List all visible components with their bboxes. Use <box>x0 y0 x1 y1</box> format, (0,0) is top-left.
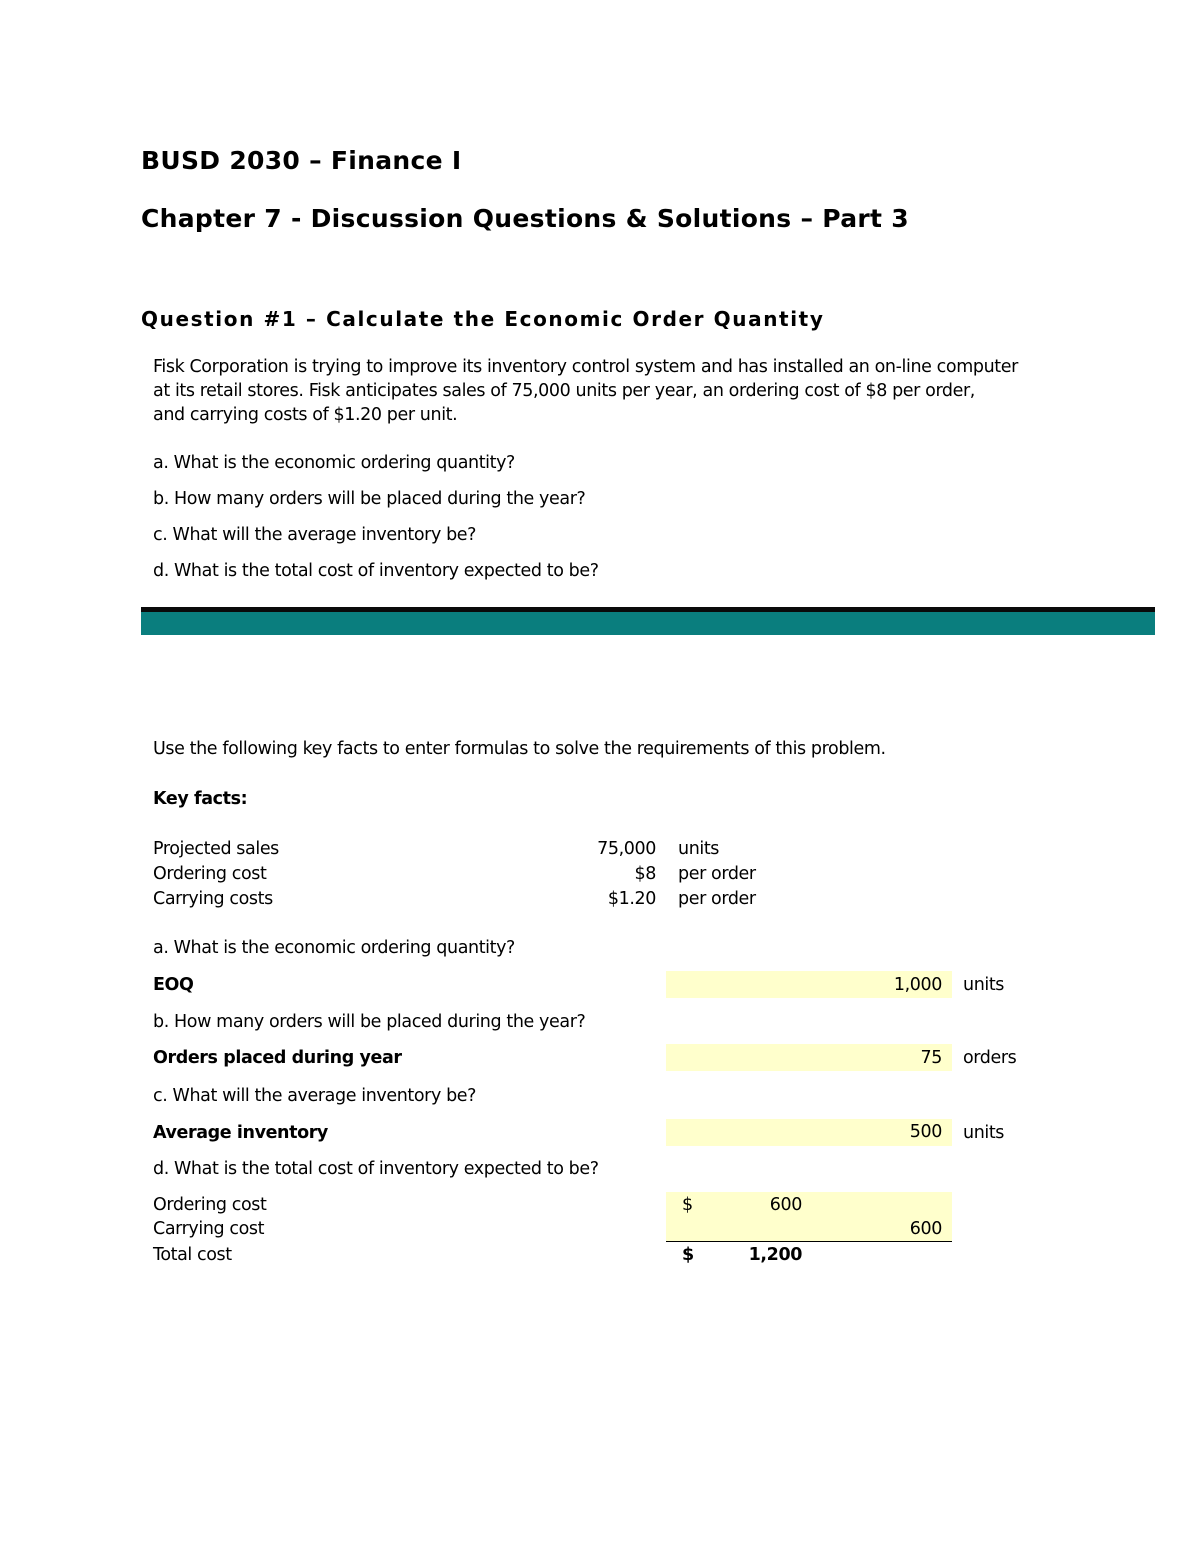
ordering-cost-label: Ordering cost <box>153 1195 267 1215</box>
total-underline <box>666 1241 952 1242</box>
paragraph-line: and carrying costs of $1.20 per unit. <box>153 405 458 425</box>
total-cost-currency: $ <box>682 1245 694 1265</box>
orders-label: Orders placed during year <box>153 1048 402 1068</box>
total-cost-value: 1,200 <box>748 1245 802 1265</box>
key-fact-label: Ordering cost <box>153 864 267 884</box>
carrying-cost-value: 600 <box>909 1219 942 1239</box>
paragraph-line: at its retail stores. Fisk anticipates sales of 75,000 units per year, an ordering cost of $8 per order, <box>153 381 975 401</box>
part-b-question: b. How many orders will be placed during the year? <box>153 1012 586 1032</box>
question-heading: Question #1 – Calculate the Economic Order Quantity <box>141 307 825 331</box>
solution-instruction: Use the following key facts to enter formulas to solve the requirements of this problem. <box>153 739 886 759</box>
key-fact-value: $8 <box>634 864 656 884</box>
part-a-question: a. What is the economic ordering quantity? <box>153 938 515 958</box>
question-item-d: d. What is the total cost of inventory expected to be? <box>153 561 599 581</box>
key-fact-unit: per order <box>678 889 756 909</box>
eoq-unit: units <box>963 975 1005 995</box>
question-item-b: b. How many orders will be placed during the year? <box>153 489 586 509</box>
ordering-cost-value: 600 <box>769 1195 802 1215</box>
question-item-c: c. What will the average inventory be? <box>153 525 477 545</box>
avg-inventory-value: 500 <box>909 1122 942 1142</box>
orders-unit: orders <box>963 1048 1017 1068</box>
course-title: BUSD 2030 – Finance I <box>141 146 462 175</box>
chapter-title: Chapter 7 - Discussion Questions & Solutions – Part 3 <box>141 204 909 233</box>
part-d-question: d. What is the total cost of inventory expected to be? <box>153 1159 599 1179</box>
ordering-cost-currency: $ <box>682 1195 693 1215</box>
key-fact-value: 75,000 <box>597 839 656 859</box>
total-cost-label: Total cost <box>153 1245 232 1265</box>
avg-inventory-label: Average inventory <box>153 1123 328 1143</box>
avg-inventory-unit: units <box>963 1123 1005 1143</box>
eoq-label: EOQ <box>153 975 194 995</box>
paragraph-line: Fisk Corporation is trying to improve its inventory control system and has installed an on-line computer <box>153 357 1018 377</box>
eoq-value: 1,000 <box>893 975 942 995</box>
question-item-a: a. What is the economic ordering quantity? <box>153 453 515 473</box>
question-paragraph <box>153 355 1018 427</box>
orders-value: 75 <box>920 1048 942 1068</box>
key-fact-label: Carrying costs <box>153 889 273 909</box>
carrying-cost-label: Carrying cost <box>153 1219 265 1239</box>
key-facts-label: Key facts: <box>153 789 248 809</box>
key-fact-value: $1.20 <box>607 889 656 909</box>
divider-teal <box>141 612 1155 635</box>
key-fact-label: Projected sales <box>153 839 279 859</box>
key-fact-unit: units <box>678 839 720 859</box>
part-c-question: c. What will the average inventory be? <box>153 1086 477 1106</box>
key-fact-unit: per order <box>678 864 756 884</box>
